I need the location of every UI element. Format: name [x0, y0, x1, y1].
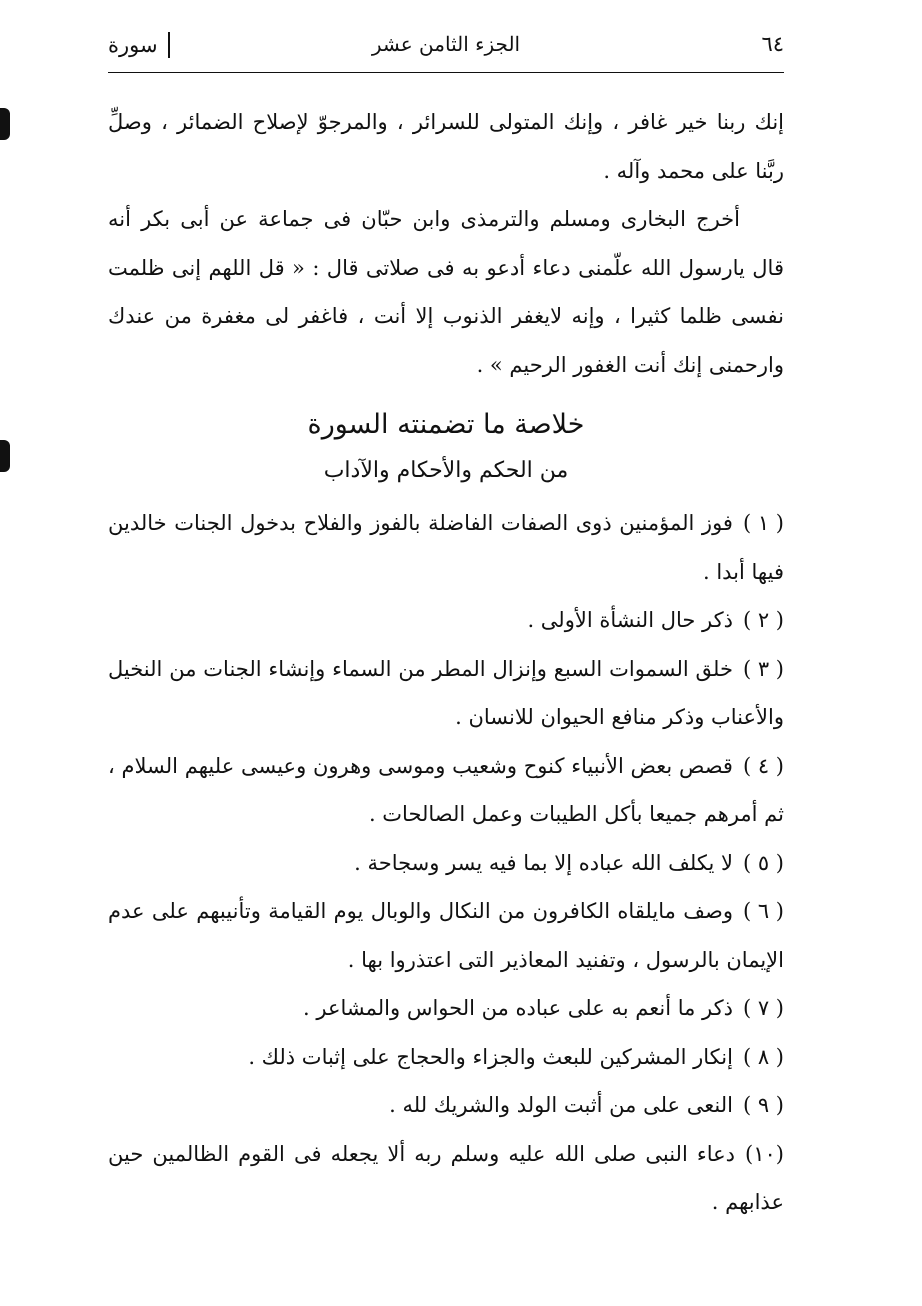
item-number: ( ٢ ): [742, 608, 784, 632]
summary-item: [108, 887, 784, 984]
item-number: ( ٧ ): [742, 996, 784, 1020]
section-subtitle: من الحكم والأحكام والآداب: [323, 458, 569, 483]
running-head: [108, 30, 784, 66]
item-text: ذكر حال النشأة الأولى .: [527, 608, 733, 632]
item-number: (١٠): [745, 1141, 784, 1166]
left-margin-mark: [0, 108, 10, 140]
item-text: فوز المؤمنين ذوى الصفات الفاضلة بالفوز والفلاح بدخول الجنات خالدين فيها أبدا .: [108, 511, 784, 584]
item-text: دعاء النبى صلى الله عليه وسلم ربه ألا يجعله فى القوم الظالمين حين عذابهم .: [108, 1141, 784, 1214]
item-number: ( ١ ): [742, 511, 784, 535]
surah-label: سورة: [108, 32, 170, 58]
item-text: النعى على من أثبت الولد والشريك لله .: [389, 1093, 733, 1117]
header-rule: [108, 72, 784, 73]
section-title: خلاصة ما تضمنته السورة: [307, 409, 585, 440]
item-number: ( ٤ ): [742, 753, 784, 778]
summary-item: [108, 1081, 784, 1130]
item-number: ( ٦ ): [742, 899, 784, 923]
left-margin-mark: [0, 440, 10, 472]
summary-item: [108, 1130, 784, 1227]
summary-item: [108, 984, 784, 1033]
item-text: إنكار المشركين للبعث والجزاء والحجاج على إثبات ذلك .: [248, 1044, 733, 1069]
item-text: ذكر ما أنعم به على عباده من الحواس والمشاعر .: [303, 996, 733, 1020]
item-number: ( ٩ ): [742, 1093, 784, 1117]
item-number: ( ٥ ): [742, 850, 784, 875]
summary-item: [108, 742, 784, 839]
item-text: قصص بعض الأنبياء كنوح وشعيب وموسى وهرون وعيسى عليهم السلام ، ثم أمرهم جميعا بأكل الطيبات وعمل الصالحات .: [108, 753, 784, 826]
summary-item: [108, 645, 784, 742]
summary-item: [108, 499, 784, 596]
item-text: وصف مايلقاه الكافرون من النكال والوبال يوم القيامة وتأنيبهم على عدم الإيمان بالرسول ، وتفنيد المعاذير التى اعتذروا بها .: [108, 899, 784, 972]
summary-item: [108, 596, 784, 645]
closing-prayer-paragraph: إنك ربنا خير غافر ، وإنك المتولى للسرائر ، والمرجوّ لإصلاح الضمائر ، وصلِّ ربَّنا على محمد وآله .: [108, 110, 784, 183]
page-content: [108, 98, 784, 1227]
item-text: خلق السموات السبع وإنزال المطر من السماء وإنشاء الجنات من النخيل والأعناب وذكر منافع الحيوان للانسان .: [108, 656, 784, 729]
item-number: ( ٨ ): [742, 1044, 784, 1069]
part-title: الجزء الثامن عشر: [371, 32, 521, 56]
summary-item: [108, 1033, 784, 1082]
item-text: لا يكلف الله عباده إلا بما فيه يسر وسجاحة .: [354, 850, 733, 875]
summary-item: [108, 839, 784, 888]
hadith-paragraph: أخرج البخارى ومسلم والترمذى وابن حبّان فى جماعة عن أبى بكر أنه قال يارسول الله علّمنى دعاء أدعو به فى صلاتى قال : « قل اللهم إنى ظلمت نفسى ظلما كثيرا ، وإنه لايغفر الذنوب إلا أنت ، فاغفر لى مغفرة من عندك وارحمنى إنك أنت الغفور الرحيم » .: [108, 207, 784, 377]
item-number: ( ٣ ): [742, 656, 784, 681]
page-number: ٦٤: [761, 32, 784, 56]
